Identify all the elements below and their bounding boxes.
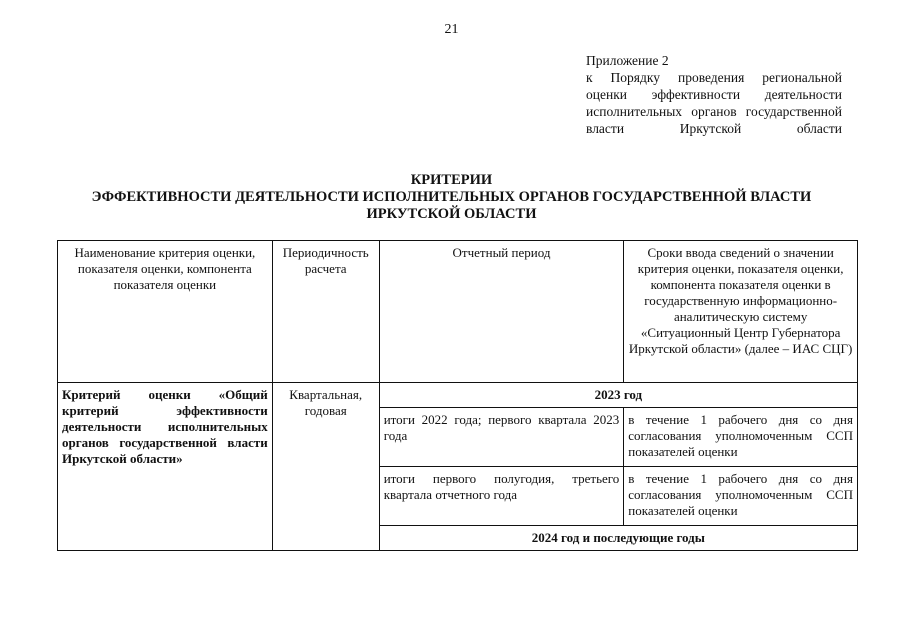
year-2024-header: 2024 год и последующие годы xyxy=(379,526,857,551)
title-line-1: КРИТЕРИИ xyxy=(410,172,493,188)
header-reporting-period: Отчетный период xyxy=(379,241,624,383)
criterion-name-cell: Критерий оценки «Общий критерий эффективности деятельности исполнительных органов государственной власти Иркутской области» xyxy=(58,383,273,551)
document-title xyxy=(0,172,903,223)
year-2023-header: 2023 год xyxy=(379,383,857,408)
criteria-table xyxy=(57,240,858,551)
annex-block xyxy=(586,52,842,137)
deadline-cell: в течение 1 рабочего дня со дня согласования уполномоченным ССП показателей оценки xyxy=(624,467,858,526)
deadline-cell: в течение 1 рабочего дня со дня согласования уполномоченным ССП показателей оценки xyxy=(624,408,858,467)
header-criterion-name: Наименование критерия оценки, показателя оценки, компонента показателя оценки xyxy=(58,241,273,383)
page-number: 21 xyxy=(444,22,459,37)
period-cell: итоги первого полугодия, третьего квартала отчетного года xyxy=(379,467,624,526)
table-header-row xyxy=(58,241,858,383)
annex-text: к Порядку проведения региональной оценки эффективности деятельности исполнительных органов государственной власти Иркутской области xyxy=(586,70,842,136)
table-row xyxy=(58,383,858,408)
annex-title: Приложение 2 xyxy=(586,53,669,68)
header-periodicity: Периодичность расчета xyxy=(272,241,379,383)
periodicity-cell: Квартальная, годовая xyxy=(272,383,379,551)
period-cell: итоги 2022 года; первого квартала 2023 года xyxy=(379,408,624,467)
title-line-2: ЭФФЕКТИВНОСТИ ДЕЯТЕЛЬНОСТИ ИСПОЛНИТЕЛЬНЫХ ОРГАНОВ ГОСУДАРСТВЕННОЙ ВЛАСТИ xyxy=(91,189,812,205)
header-deadline: Сроки ввода сведений о значении критерия оценки, показателя оценки, компонента показателя оценки в государственную информационно-аналитическую систему «Ситуационный Центр Губернатора Иркутской области» (далее – ИАС СЦГ) xyxy=(624,241,858,383)
title-line-3: ИРКУТСКОЙ ОБЛАСТИ xyxy=(366,206,537,222)
